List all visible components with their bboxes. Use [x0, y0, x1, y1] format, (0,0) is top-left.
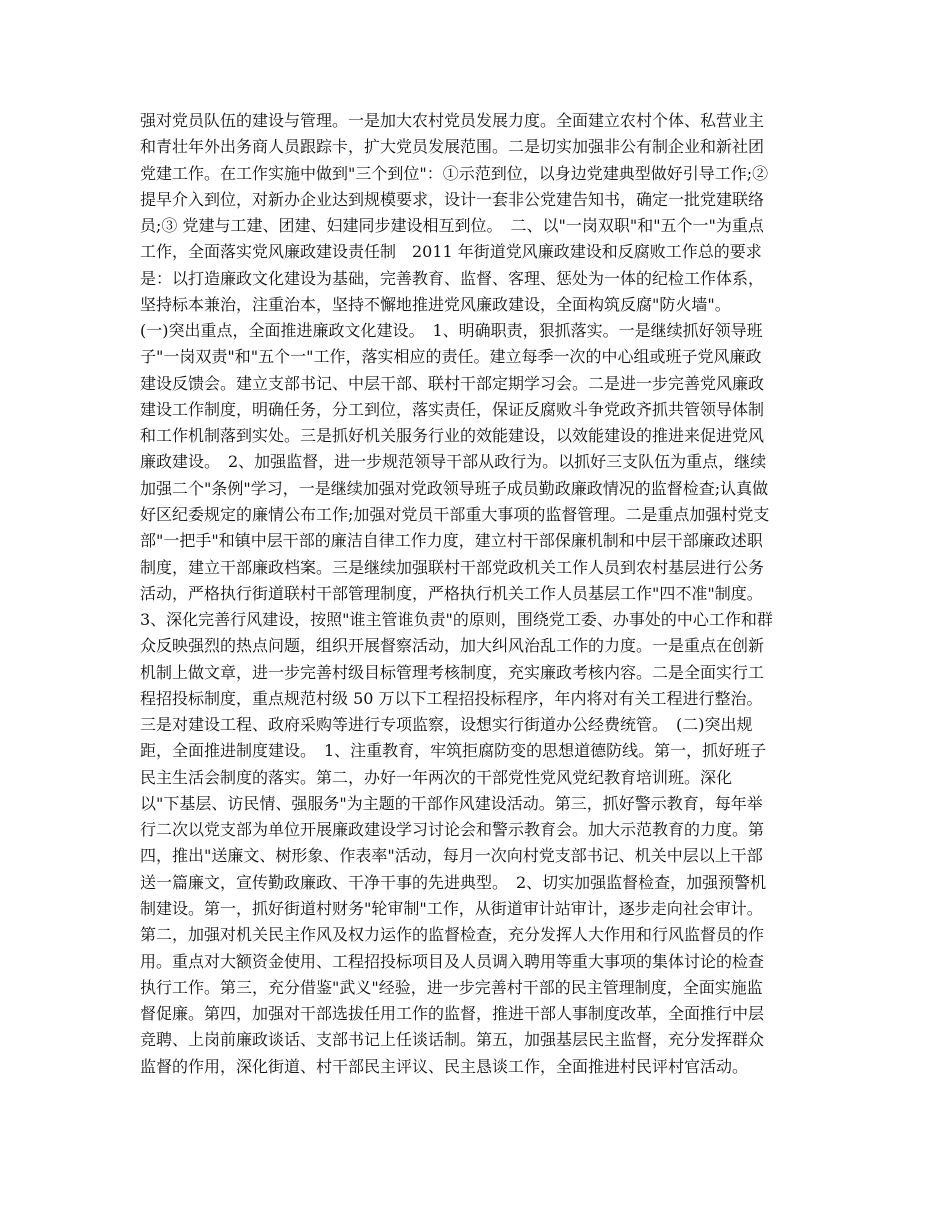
text-line: 活动，严格执行街道联村干部管理制度，严格执行机关工作人员基层工作"四不准"制度。	[140, 583, 763, 603]
text-line: 党建工作。在工作实施中做到"三个到位"：①示范到位，以身边党建典型做好引导工作;②	[140, 163, 769, 183]
text-line: 和青壮年外出务商人员跟踪卡，扩大党员发展范围。二是切实加强非公有制企业和新社团	[140, 137, 765, 157]
text-line: 三是对建设工程、政府采购等进行专项监察，设想实行街道办公经费统管。 (二)突出规	[140, 715, 753, 735]
document-body	[140, 108, 820, 1080]
text-line: 行二次以党支部为单位开展廉政建设学习讨论会和警示教育会。加大示范教育的力度。第	[140, 820, 765, 840]
text-line: 督促廉。第四，加强对干部选拔任用工作的监督，推进干部人事制度改革，全面推行中层	[140, 1004, 765, 1024]
text-line: 好区纪委规定的廉情公布工作;加强对党员干部重大事项的监督管理。二是重点加强村党支	[140, 504, 770, 524]
text-line: (一)突出重点，全面推进廉政文化建设。 1、明确职责，狠抓落实。一是继续抓好领导班	[140, 321, 763, 341]
text-line: 工作，全面落实党风廉政建设责任制 2011 年街道党风廉政建设和反腐败工作总的要求	[140, 242, 762, 262]
text-line: 送一篇廉文，宣传勤政廉政、干净干事的先进典型。 2、切实加强监督检查，加强预警机	[140, 872, 767, 892]
text-line: 程招投标制度，重点规范村级 50 万以下工程招投标程序，年内将对有关工程进行整治。	[140, 688, 763, 708]
text-line: 距，全面推进制度建设。 1、注重教育，牢筑拒腐防变的思想道德防线。第一，抓好班子	[140, 741, 767, 761]
text-line: 3、深化完善行风建设，按照"谁主管谁负责"的原则，围绕党工委、办事处的中心工作和群	[140, 610, 773, 630]
text-line: 建设反馈会。建立支部书记、中层干部、联村干部定期学习会。二是进一步完善党风廉政	[140, 373, 765, 393]
text-line: 众反映强烈的热点问题，组织开展督察活动，加大纠风治乱工作的力度。一是重点在创新	[140, 636, 765, 656]
text-line: 坚持标本兼治，注重治本，坚持不懈地推进党风廉政建设，全面构筑反腐"防火墙"。	[140, 294, 731, 314]
text-line: 和工作机制落到实处。三是抓好机关服务行业的效能建设，以效能建设的推进来促进党风	[140, 426, 765, 446]
text-line: 部"一把手"和镇中层干部的廉洁自律工作力度，建立村干部保廉机制和中层干部廉政述职	[140, 531, 763, 551]
text-line: 机制上做文章，进一步完善村级目标管理考核制度，充实廉政考核内容。二是全面实行工	[140, 662, 765, 682]
text-line: 用。重点对大额资金使用、工程招投标项目及人员调入聘用等重大事项的集体讨论的检查	[140, 951, 765, 971]
text-line: 监督的作用，深化街道、村干部民主评议、民主恳谈工作，全面推进村民评村官活动。	[140, 1056, 749, 1076]
text-line: 制建设。第一，抓好街道村财务"轮审制"工作，从街道审计站审计，逐步走向社会审计。	[140, 898, 763, 918]
text-line: 执行工作。第三，充分借鉴"武义"经验，进一步完善村干部的民主管理制度，全面实施监	[140, 977, 763, 997]
text-line: 廉政建设。 2、加强监督，进一步规范领导干部从政行为。以抓好三支队伍为重点，继续	[140, 452, 767, 472]
text-line: 子"一岗双责"和"五个一"工作，落实相应的责任。建立每季一次的中心组或班子党风廉政	[140, 347, 762, 367]
text-line: 四，推出"送廉文、树形象、作表率"活动，每月一次向村党支部书记、机关中层以上干部	[140, 846, 763, 866]
text-line: 员;③ 党建与工建、团建、妇建同步建设相互到位。 二、以"一岗双职"和"五个一"为重点	[140, 216, 764, 236]
text-line: 提早介入到位，对新办企业达到规模要求，设计一套非公党建告知书，确定一批党建联络	[140, 189, 765, 209]
text-line: 民主生活会制度的落实。第二，办好一年两次的干部党性党风党纪教育培训班。深化	[140, 767, 733, 787]
text-line: 建设工作制度，明确任务，分工到位，落实责任，保证反腐败斗争党政齐抓共管领导体制	[140, 399, 765, 419]
text-line: 竞聘、上岗前廉政谈话、支部书记上任谈话制。第五，加强基层民主监督，充分发挥群众	[140, 1030, 765, 1050]
text-line: 制度，建立干部廉政档案。三是继续加强联村干部党政机关工作人员到农村基层进行公务	[140, 557, 765, 577]
text-line: 强对党员队伍的建设与管理。一是加大农村党员发展力度。全面建立农村个体、私营业主	[140, 111, 765, 130]
text-line: 第二，加强对机关民主作风及权力运作的监督检查，充分发挥人大作用和行风监督员的作	[140, 925, 765, 945]
text-line: 以"下基层、访民情、强服务"为主题的干部作风建设活动。第三，抓好警示教育，每年举	[140, 793, 763, 813]
text-line: 加强二个"条例"学习，一是继续加强对党政领导班子成员勤政廉政情况的监督检查;认真做	[140, 478, 769, 498]
text-line: 是：以打造廉政文化建设为基础，完善教育、监督、客理、惩处为一体的纪检工作体系，	[140, 268, 765, 288]
